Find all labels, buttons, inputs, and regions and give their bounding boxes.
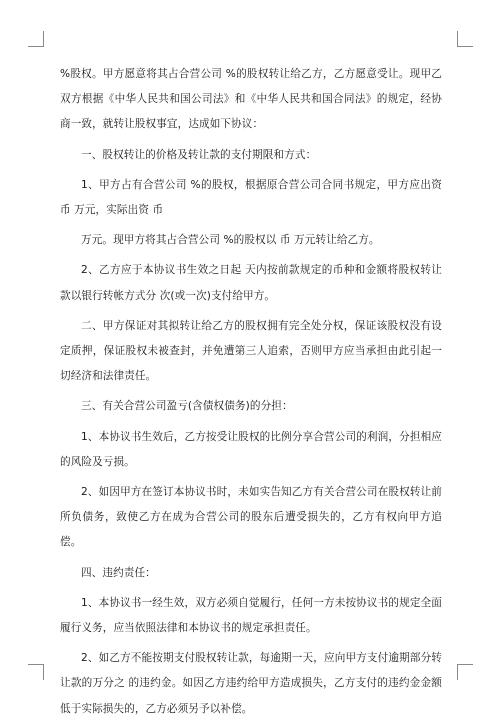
clause-4-2: 2、如乙方不能按期支付股权转让款，每逾期一天，应向甲方支付逾期部分转让款的万分之 的违约金。如因乙方违约给甲方造成损失，乙方支付的违约金金额低于实际损失的，乙方必须另予以补偿。 [60, 652, 442, 715]
crop-mark-top-left-h [28, 46, 44, 47]
crop-mark-bottom-left-h [28, 664, 44, 665]
crop-mark-bottom-right-h [457, 664, 473, 665]
section-guarantee: 二、甲方保证对其拟转让给乙方的股权拥有完全处分权，保证该股权没有设定质押，保证股权未被查封，并免遭第三人追索，否则甲方应当承担由此引起一切经济和法律责任。 [60, 319, 442, 383]
clause-1-1: 1、甲方占有合营公司 %的股权，根据原合营公司合同书规定，甲方应出资 币 万元，实际出资 币 [60, 178, 442, 217]
section-heading-profit-loss: 三、有关合营公司盈亏(含债权债务)的分担： [81, 400, 293, 413]
clause-1-2: 2、乙方应于本协议书生效之日起 天内按前款规定的币种和金额将股权转让款以银行转帐方式分 次(或一次)支付给甲方。 [60, 264, 442, 302]
clause-3-1: 1、本协议书生效后，乙方按受让股权的比例分享合营公司的利润，分担相应的风险及亏损。 [60, 430, 442, 468]
crop-mark-bottom-right-v [457, 664, 458, 680]
clause-1-1-continued: 万元。现甲方将其占合营公司 %的股权以 币 万元转让给乙方。 [81, 234, 380, 247]
crop-mark-top-left-v [43, 31, 44, 47]
section-heading-price-payment: 一、股权转让的价格及转让款的支付期限和方式： [81, 148, 317, 161]
paragraph-intro: %股权。甲方愿意将其占合营公司 %的股权转让给乙方，乙方愿意受让。现甲乙双方根据《中华人民共和国公司法》和《中华人民共和国合同法》的规定，经协商一致，就转让股权事宜，达成如下协议： [60, 68, 442, 131]
crop-mark-bottom-left-v [43, 664, 44, 680]
crop-mark-top-right-h [457, 46, 473, 47]
section-heading-liability: 四、违约责任： [81, 566, 156, 579]
document-body [60, 62, 442, 727]
clause-3-2: 2、如因甲方在签订本协议书时，未如实告知乙方有关合营公司在股权转让前所负债务，致使乙方在成为合营公司的股东后遭受损失的，乙方有权向甲方追偿。 [60, 486, 442, 549]
clause-4-1: 1、本协议书一经生效，双方必须自觉履行，任何一方未按协议书的规定全面履行义务，应当依照法律和本协议书的规定承担责任。 [60, 596, 442, 635]
crop-mark-top-right-v [457, 31, 458, 47]
